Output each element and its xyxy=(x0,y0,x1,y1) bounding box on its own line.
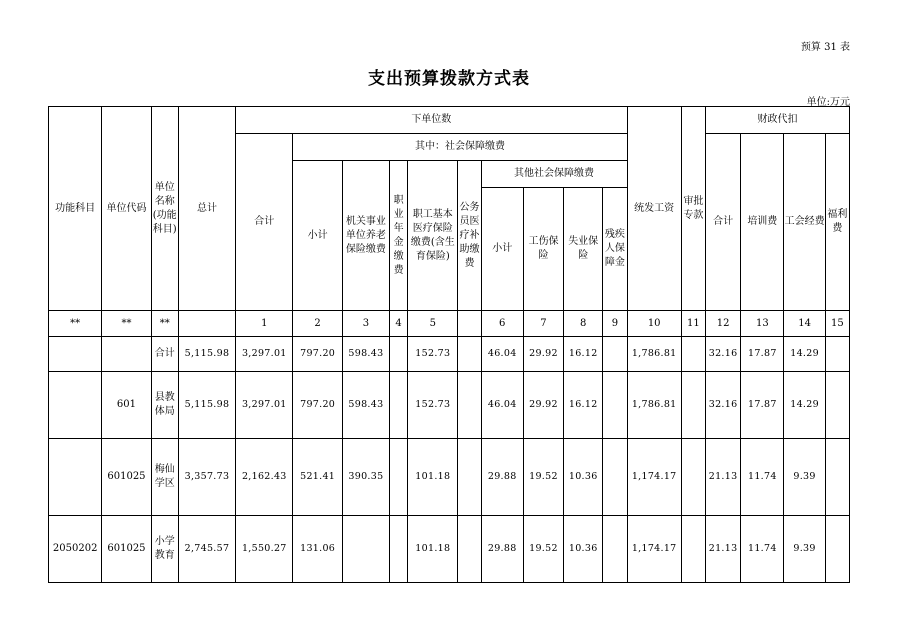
value-cell: 152.73 xyxy=(408,372,458,439)
header-fiscal-total: 合计 xyxy=(705,134,740,311)
value-cell: 101.18 xyxy=(408,516,458,583)
value-cell xyxy=(825,516,849,583)
value-cell: 598.43 xyxy=(342,337,389,372)
header-training-fee: 培训费 xyxy=(741,134,784,311)
header-lower-payment: 下单位数 xyxy=(236,107,627,134)
value-cell: 10.36 xyxy=(564,439,603,516)
value-cell: 797.20 xyxy=(293,372,342,439)
value-cell: 19.52 xyxy=(523,516,563,583)
value-cell: 16.12 xyxy=(564,372,603,439)
value-cell xyxy=(458,337,481,372)
value-cell: 521.41 xyxy=(293,439,342,516)
index-cell: 13 xyxy=(741,311,784,337)
header-social-security: 其中：社会保障缴费 xyxy=(293,134,627,161)
header-unit-code: 单位代码 xyxy=(102,107,151,311)
header-other-social: 其他社会保障缴费 xyxy=(481,161,627,188)
value-cell xyxy=(458,516,481,583)
value-cell: 1,550.27 xyxy=(236,516,293,583)
header-welfare-fee: 福利费 xyxy=(825,134,849,311)
value-cell: 32.16 xyxy=(705,337,740,372)
page-reference: 预算 31 表 xyxy=(800,42,850,53)
header-lower-total: 合计 xyxy=(236,134,293,311)
value-cell: 29.88 xyxy=(481,439,523,516)
header-medical: 职工基本医疗保险缴费(含生育保险) xyxy=(408,161,458,311)
index-cell: 10 xyxy=(627,311,681,337)
header-unemployment: 失业保险 xyxy=(564,188,603,311)
value-cell: 29.92 xyxy=(523,372,563,439)
table-row-total xyxy=(49,337,850,372)
index-row xyxy=(49,311,850,337)
index-cell: 8 xyxy=(564,311,603,337)
index-cell: 5 xyxy=(408,311,458,337)
value-cell: 11.74 xyxy=(741,439,784,516)
total-cell: 5,115.98 xyxy=(178,372,235,439)
value-cell: 1,174.17 xyxy=(627,439,681,516)
table-row xyxy=(49,372,850,439)
total-cell: 5,115.98 xyxy=(178,337,235,372)
value-cell: 390.35 xyxy=(342,439,389,516)
index-cell: ** xyxy=(151,311,178,337)
value-cell: 29.88 xyxy=(481,516,523,583)
header-annuity: 职业年金缴费 xyxy=(390,161,408,311)
index-cell: ** xyxy=(49,311,102,337)
index-cell: 15 xyxy=(825,311,849,337)
value-cell: 21.13 xyxy=(705,439,740,516)
header-union-fee: 工会经费 xyxy=(784,134,825,311)
header-unified-salary: 统发工资 xyxy=(627,107,681,311)
budget-table xyxy=(48,106,850,583)
func-subject-cell xyxy=(49,372,102,439)
unit-label: 单位:万元 xyxy=(806,97,850,108)
index-cell: 12 xyxy=(705,311,740,337)
index-cell: 14 xyxy=(784,311,825,337)
header-unit-name: 单位名称(功能科目) xyxy=(151,107,178,311)
value-cell: 17.87 xyxy=(741,372,784,439)
value-cell xyxy=(458,372,481,439)
unit-name-cell: 县教体局 xyxy=(151,372,178,439)
total-cell: 3,357.73 xyxy=(178,439,235,516)
index-cell: ** xyxy=(102,311,151,337)
value-cell: 9.39 xyxy=(784,439,825,516)
value-cell xyxy=(390,516,408,583)
index-cell xyxy=(458,311,481,337)
value-cell: 131.06 xyxy=(293,516,342,583)
value-cell: 101.18 xyxy=(408,439,458,516)
table-row xyxy=(49,439,850,516)
index-cell: 7 xyxy=(523,311,563,337)
value-cell: 1,786.81 xyxy=(627,337,681,372)
value-cell: 16.12 xyxy=(564,337,603,372)
value-cell: 21.13 xyxy=(705,516,740,583)
unit-code-cell: 601 xyxy=(102,372,151,439)
index-cell: 4 xyxy=(390,311,408,337)
index-cell: 9 xyxy=(603,311,627,337)
value-cell xyxy=(825,439,849,516)
index-cell xyxy=(178,311,235,337)
unit-name-cell: 梅仙学区 xyxy=(151,439,178,516)
unit-code-cell: 601025 xyxy=(102,516,151,583)
value-cell xyxy=(681,372,705,439)
value-cell: 10.36 xyxy=(564,516,603,583)
page-title: 支出预算拨款方式表 xyxy=(368,69,530,89)
value-cell xyxy=(390,372,408,439)
total-cell: 2,745.57 xyxy=(178,516,235,583)
header-civil-medical: 公务员医疗补助缴费 xyxy=(458,161,481,311)
value-cell xyxy=(603,337,627,372)
table-row xyxy=(49,516,850,583)
header-other-subtotal: 小计 xyxy=(481,188,523,311)
value-cell: 1,174.17 xyxy=(627,516,681,583)
value-cell: 2,162.43 xyxy=(236,439,293,516)
value-cell xyxy=(603,439,627,516)
index-cell: 2 xyxy=(293,311,342,337)
index-cell: 6 xyxy=(481,311,523,337)
value-cell: 14.29 xyxy=(784,337,825,372)
header-social-subtotal: 小计 xyxy=(293,161,342,311)
value-cell: 11.74 xyxy=(741,516,784,583)
header-disability: 残疾人保障金 xyxy=(603,188,627,311)
header-approved-special: 审批专款 xyxy=(681,107,705,311)
value-cell xyxy=(390,337,408,372)
value-cell: 3,297.01 xyxy=(236,372,293,439)
value-cell: 46.04 xyxy=(481,337,523,372)
value-cell: 19.52 xyxy=(523,439,563,516)
value-cell xyxy=(603,372,627,439)
value-cell: 1,786.81 xyxy=(627,372,681,439)
value-cell xyxy=(681,516,705,583)
func-subject-cell: 2050202 xyxy=(49,516,102,583)
value-cell xyxy=(681,439,705,516)
value-cell xyxy=(390,439,408,516)
value-cell xyxy=(603,516,627,583)
value-cell: 3,297.01 xyxy=(236,337,293,372)
value-cell: 14.29 xyxy=(784,372,825,439)
header-total: 总计 xyxy=(178,107,235,311)
value-cell: 29.92 xyxy=(523,337,563,372)
value-cell xyxy=(825,337,849,372)
value-cell xyxy=(825,372,849,439)
header-func-subject: 功能科目 xyxy=(49,107,102,311)
value-cell: 17.87 xyxy=(741,337,784,372)
func-subject-cell xyxy=(49,337,102,372)
value-cell xyxy=(342,516,389,583)
func-subject-cell xyxy=(49,439,102,516)
value-cell: 46.04 xyxy=(481,372,523,439)
value-cell: 152.73 xyxy=(408,337,458,372)
unit-name-cell: 小学教育 xyxy=(151,516,178,583)
unit-code-cell xyxy=(102,337,151,372)
header-fiscal-deduct: 财政代扣 xyxy=(705,107,849,134)
index-cell: 3 xyxy=(342,311,389,337)
unit-code-cell: 601025 xyxy=(102,439,151,516)
value-cell xyxy=(681,337,705,372)
header-injury: 工伤保险 xyxy=(523,188,563,311)
value-cell: 9.39 xyxy=(784,516,825,583)
index-cell: 1 xyxy=(236,311,293,337)
value-cell: 797.20 xyxy=(293,337,342,372)
value-cell xyxy=(458,439,481,516)
value-cell: 32.16 xyxy=(705,372,740,439)
header-pension: 机关事业单位养老保险缴费 xyxy=(342,161,389,311)
value-cell: 598.43 xyxy=(342,372,389,439)
unit-name-cell: 合计 xyxy=(151,337,178,372)
index-cell: 11 xyxy=(681,311,705,337)
